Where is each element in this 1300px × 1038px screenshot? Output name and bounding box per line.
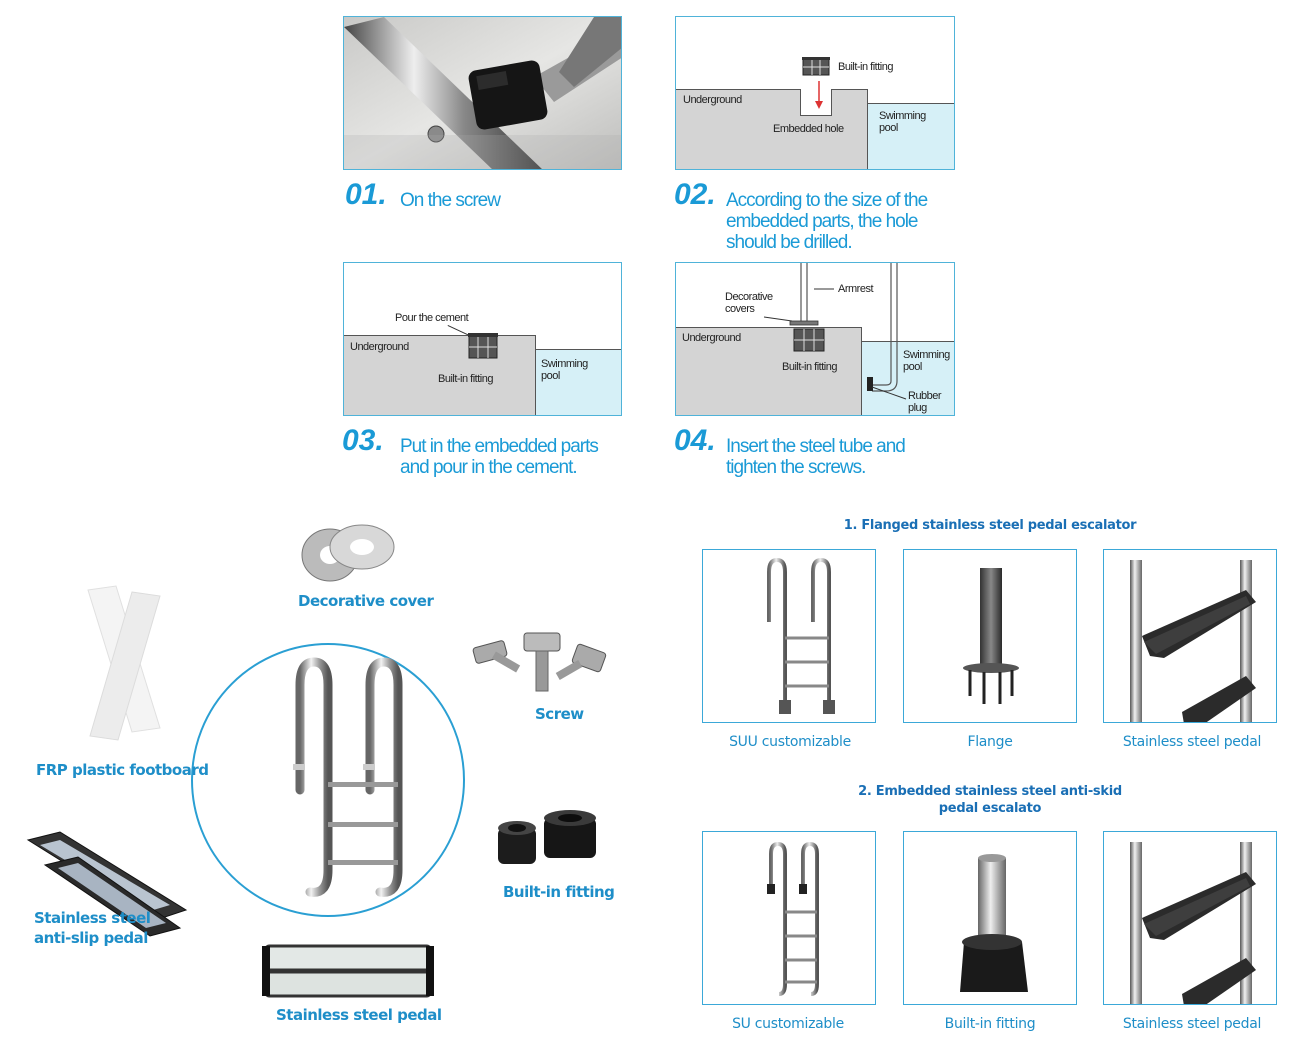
fitting-icon [468, 333, 498, 359]
step-1-number: 01. [345, 178, 387, 211]
thumb-flange [903, 549, 1077, 723]
step-4-diagram [675, 262, 955, 416]
label-swimming-pool: Swimming pool [541, 358, 588, 382]
caption-flange: Flange [967, 734, 1013, 750]
fitting-icon [802, 57, 830, 77]
label-screw: Screw [535, 705, 584, 723]
label-built-in-fitting: Built-in fitting [782, 361, 837, 373]
thumb-pedal-1 [1103, 549, 1277, 723]
label-underground: Underground [350, 341, 409, 353]
step-2-text: According to the size of the embedded parts, the hole should be drilled. [726, 190, 928, 253]
caption-pedal-1: Stainless steel pedal [1122, 734, 1262, 750]
thumb-built-in-fitting [903, 831, 1077, 1005]
caption-pedal-2: Stainless steel pedal [1122, 1016, 1262, 1032]
step-4-text: Insert the steel tube and tighten the screws. [726, 436, 905, 478]
label-underground: Underground [682, 332, 741, 344]
caption-su: SU customizable [732, 1016, 844, 1032]
label-pour-cement: Pour the cement [395, 312, 469, 324]
label-armrest: Armrest [838, 283, 873, 295]
label-frp-footboard: FRP plastic footboard [36, 761, 209, 779]
label-underground: Underground [683, 94, 742, 106]
caption-suu: SUU customizable [729, 734, 851, 750]
step-2-number: 02. [674, 178, 716, 211]
label-swimming-pool: Swimming pool [879, 110, 926, 134]
label-decorative-cover: Decorative cover [298, 592, 434, 610]
step-3-text: Put in the embedded parts and pour in the cement. [400, 436, 598, 478]
screw-image [472, 633, 606, 691]
label-anti-slip-pedal: Stainless steel anti-slip pedal [34, 909, 151, 947]
step-2-diagram [675, 16, 955, 170]
step-3-number: 03. [342, 424, 384, 457]
down-arrow-icon [815, 81, 823, 109]
step-1-text: On the screw [400, 190, 500, 211]
thumb-pedal-2 [1103, 831, 1277, 1005]
label-stainless-steel-pedal: Stainless steel pedal [276, 1006, 442, 1024]
label-decorative-covers: Decorative covers [725, 291, 773, 315]
section-2-title: 2. Embedded stainless steel anti-skid pedal escalato [858, 784, 1122, 816]
thumb-suu-ladder [702, 549, 876, 723]
stainless-steel-pedal-image [262, 946, 434, 996]
step-3-diagram [343, 262, 622, 416]
section-1-title: 1. Flanged stainless steel pedal escalator [843, 518, 1137, 533]
step-4-number: 04. [674, 424, 716, 457]
label-rubber-plug: Rubber plug [908, 390, 942, 414]
built-in-fitting-image [498, 810, 596, 864]
label-built-in-fitting: Built-in fitting [438, 373, 493, 385]
label-embedded-hole: Embedded hole [773, 123, 844, 135]
label-built-in-fitting: Built-in fitting [838, 61, 893, 73]
decorative-cover-image [302, 525, 394, 581]
label-built-in-fitting: Built-in fitting [503, 883, 615, 901]
thumb-su-ladder [702, 831, 876, 1005]
label-swimming-pool: Swimming pool [903, 349, 950, 373]
step-1-photo [343, 16, 622, 170]
caption-built-in-fitting: Built-in fitting [944, 1016, 1036, 1032]
frp-footboard-image [88, 586, 160, 740]
